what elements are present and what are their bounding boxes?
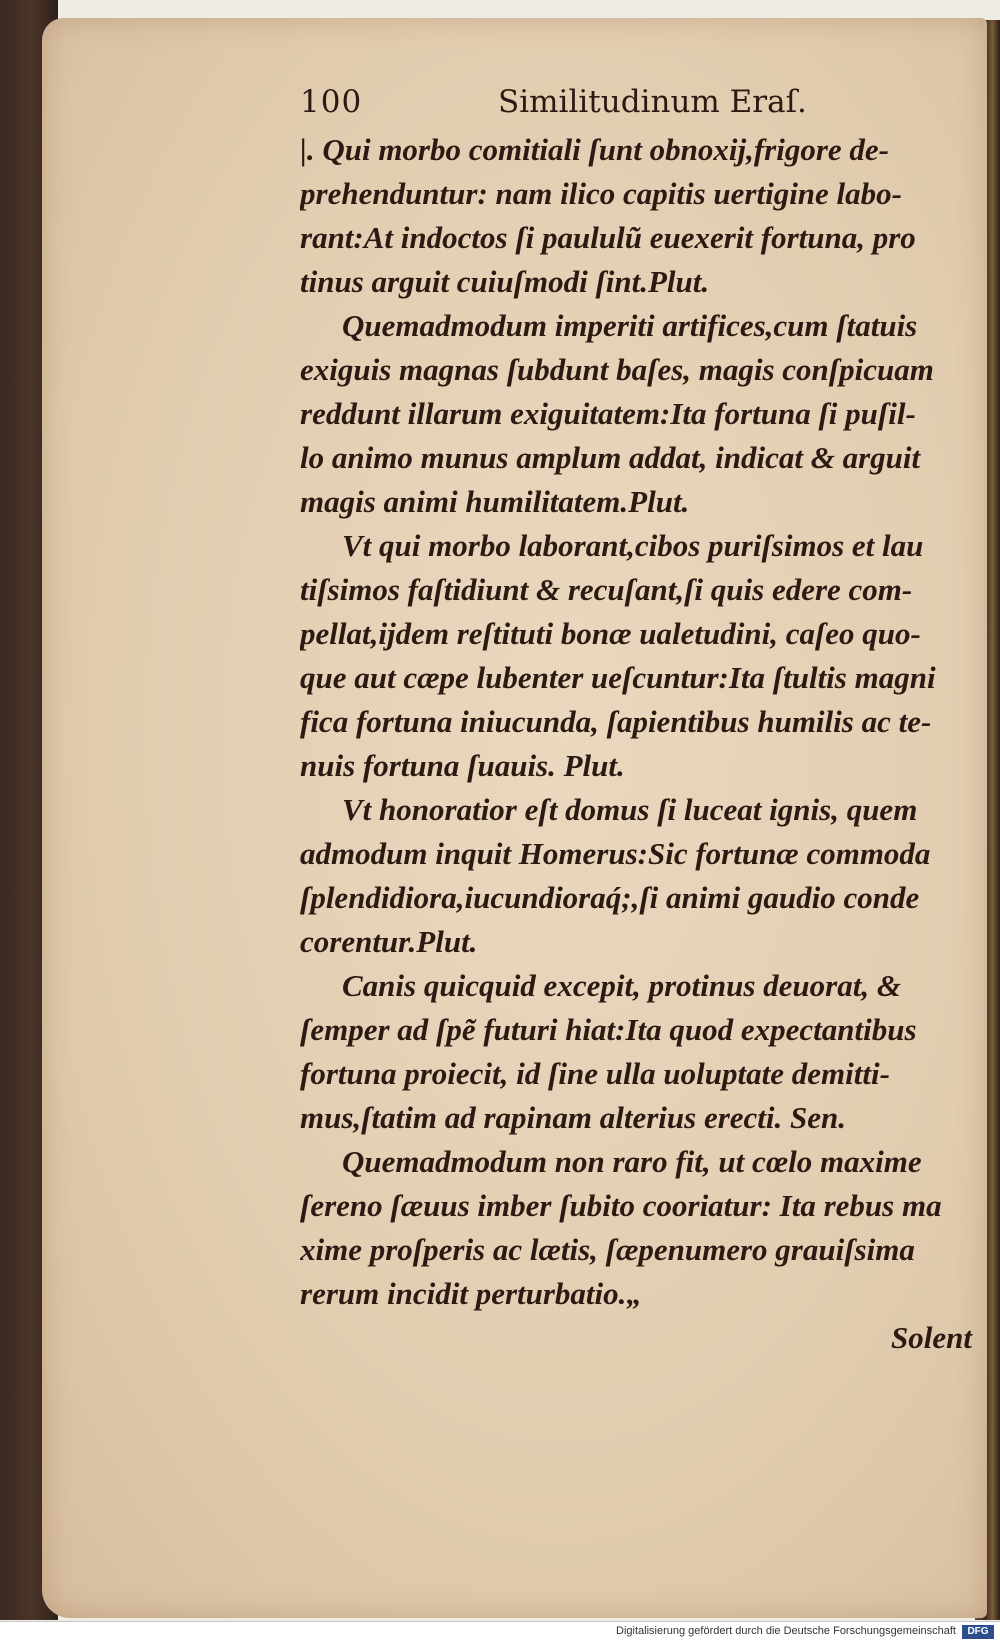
text-line: fica fortuna iniucunda, ſapientibus humilis ac te- xyxy=(300,704,932,739)
text-line: exiguis magnas ſubdunt baſes, magis conſpicuam xyxy=(300,352,934,387)
footer-bar xyxy=(0,1621,1000,1642)
text-line: Canis quicquid excepit, protinus deuorat, & xyxy=(342,968,901,1003)
text-line: |. Qui morbo comitiali ſunt obnoxij,frigore de- xyxy=(300,132,889,167)
text-line: reddunt illarum exiguitatem:Ita fortuna ſi puſil- xyxy=(300,396,916,431)
catchword: Solent xyxy=(891,1320,972,1355)
text-line: Quemadmodum non raro fit, ut cœlo maxime xyxy=(342,1144,922,1179)
text-line: rerum incidit perturbatio.„ xyxy=(300,1276,642,1311)
text-line: ſereno ſæuus imber ſubito cooriatur: Ita rebus ma xyxy=(300,1188,942,1223)
text-line: lo animo munus amplum addat, indicat & arguit xyxy=(300,440,921,475)
text-line: admodum inquit Homerus:Sic fortunæ commoda xyxy=(300,836,931,871)
text-line: tiſsimos faſtidiunt & recuſant,ſi quis edere com- xyxy=(300,572,913,607)
text-line: ſemper ad ſpẽ futuri hiat:Ita quod expectantibus xyxy=(300,1012,917,1047)
text-line: corentur.Plut. xyxy=(300,924,478,959)
funding-credit: Digitalisierung gefördert durch die Deutsche Forschungsgemeinschaft xyxy=(616,1625,956,1637)
text-line: nuis fortuna ſuauis. Plut. xyxy=(300,748,625,783)
text-line: rant:At indoctos ſi paululũ euexerit fortuna, pro xyxy=(300,220,916,255)
text-line: prehenduntur: nam ilico capitis uertigine labo- xyxy=(300,176,902,211)
text-line: magis animi humilitatem.Plut. xyxy=(300,484,690,519)
dfg-logo: DFG xyxy=(962,1625,994,1639)
text-line: Vt qui morbo laborant,cibos puriſsimos et lau xyxy=(342,528,924,563)
text-line: pellat,ijdem reſtituti bonæ ualetudini, caſeo quo- xyxy=(300,616,921,651)
text-line: tinus arguit cuiuſmodi ſint.Plut. xyxy=(300,264,710,299)
running-title: Similitudinum Eraſ. xyxy=(498,84,807,120)
running-head xyxy=(300,80,980,128)
page-content xyxy=(300,80,980,1360)
text-line: mus,ſtatim ad rapinam alterius erecti. Sen. xyxy=(300,1100,846,1135)
text-body xyxy=(300,128,980,1316)
text-line: Quemadmodum imperiti artifices,cum ſtatuis xyxy=(342,308,918,343)
text-line: fortuna proiecit, id ſine ulla uoluptate demitti- xyxy=(300,1056,890,1091)
text-line: xime proſperis ac lætis, ſæpenumero grauiſsima xyxy=(300,1232,915,1267)
text-line: Vt honoratior eſt domus ſi luceat ignis, quem xyxy=(342,792,918,827)
text-line: que aut cæpe lubenter ueſcuntur:Ita ſtultis magni xyxy=(300,660,936,695)
text-line: ſplendidiora,iucundioraq́;,ſi animi gaudio conde xyxy=(300,880,920,915)
page-number: 100 xyxy=(300,84,363,120)
